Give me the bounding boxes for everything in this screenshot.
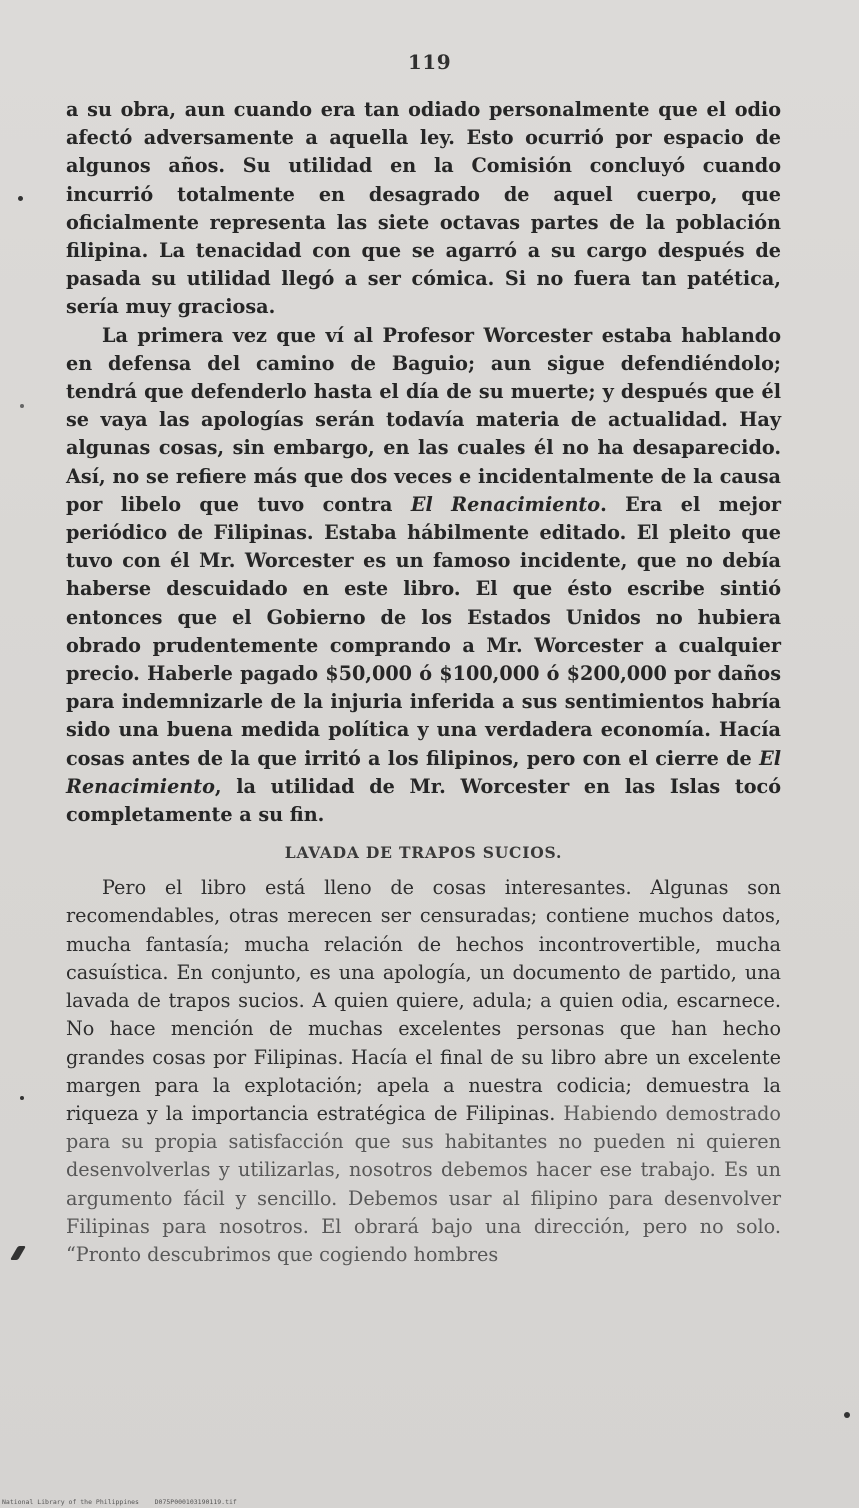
newspaper-title: El Renacimiento xyxy=(410,492,601,516)
paragraph-2-part-3: , la utilidad de Mr. Worcester en las Islas tocó completamente a su fin. xyxy=(66,774,781,827)
footer-library: National Library of the Philippines xyxy=(2,1498,139,1506)
paragraph-3 xyxy=(66,874,781,1269)
scan-speck xyxy=(20,1096,24,1100)
page-number: 119 xyxy=(407,50,452,74)
paragraph-2-part-1: La primera vez que ví al Profesor Worcester estaba hablando en defensa del camino de Baguio; aun sigue defendiéndolo; tendrá que defenderlo hasta el día de su muerte; y después que él se vaya las apologías serán todavía materia de actualidad. Hay algunas cosas, sin embargo, en las cuales él no ha desaparecido. Así, no se refiere más que dos veces e incidentalmente de la causa por libelo que tuvo contra xyxy=(66,323,781,516)
footer-file-id: D075P000103190119.tif xyxy=(154,1498,237,1506)
paragraph-3-continuation: Habiendo demostrado para su propia satisfacción que sus habitantes no pueden ni quieren desenvolverlas y utilizarlas, nosotros debemos hacer ese trabajo. Es un argumento fácil y sencillo. Debemos usar al filipino para desenvolver Filipinas para nosotros. El obrará bajo una dirección, pero no solo. “Pronto descubrimos que cogiendo hombres xyxy=(66,1101,781,1266)
paragraph-3-text: Pero el libro está lleno de cosas interesantes. Algunas son recomendables, otras merecen ser censuradas; contiene muchos datos, mucha fantasía; mucha relación de hechos incontrovertible, mucha casuística. En conjunto, es una apología, un documento de partido, una lavada de trapos sucios. A quien quiere, adula; a quien odia, escarnece. No hace mención de muchas excelentes personas que han hecho grandes cosas por Filipinas. Hacía el final de su libro abre un excelente margen para la explotación; apela a nuestra codicia; demuestra la riqueza y la importancia estratégica de Filipinas. xyxy=(66,876,781,1125)
scan-footer xyxy=(2,1498,237,1506)
paragraph-1 xyxy=(66,96,781,322)
paragraph-2-part-2: . Era el mejor periódico de Filipinas. Estaba hábilmente editado. El pleito que tuvo con él Mr. Worcester es un famoso incidente, que no debía haberse descuidado en este libro. El que ésto escribe sintió entonces que el Gobierno de los Estados Unidos no hubiera obrado prudentemente comprando a Mr. Worcester a cualquier precio. Haberle pagado $50,000 ó $100,000 ó $200,000 por daños para indemnizarle de la injuria inferida a sus sentimientos habría sido una buena medida política y una verdadera economía. Hacía cosas antes de la que irritó a los filipinos, pero con el cierre de xyxy=(66,492,782,770)
newspaper-title-2: El Renacimiento xyxy=(66,746,781,798)
paragraph-2 xyxy=(66,322,781,830)
body-text xyxy=(66,96,781,1269)
scan-speck xyxy=(20,404,24,408)
scan-speck xyxy=(844,1412,850,1418)
paragraph-1-text: a su obra, aun cuando era tan odiado personalmente que el odio afectó adversamente a aquella ley. Esto ocurrió por espacio de algunos años. Su utilidad en la Comisión concluyó cuando incurrió totalmente en desagrado de aquel cuerpo, que oficialmente representa las siete octavas partes de la población filipina. La tenacidad con que se agarró a su cargo después de pasada su utilidad llegó a ser cómica. Si no fuera tan patética, sería muy graciosa. xyxy=(66,98,781,319)
scan-speck xyxy=(18,196,23,201)
section-heading: LAVADA DE TRAPOS SUCIOS. xyxy=(284,843,563,863)
